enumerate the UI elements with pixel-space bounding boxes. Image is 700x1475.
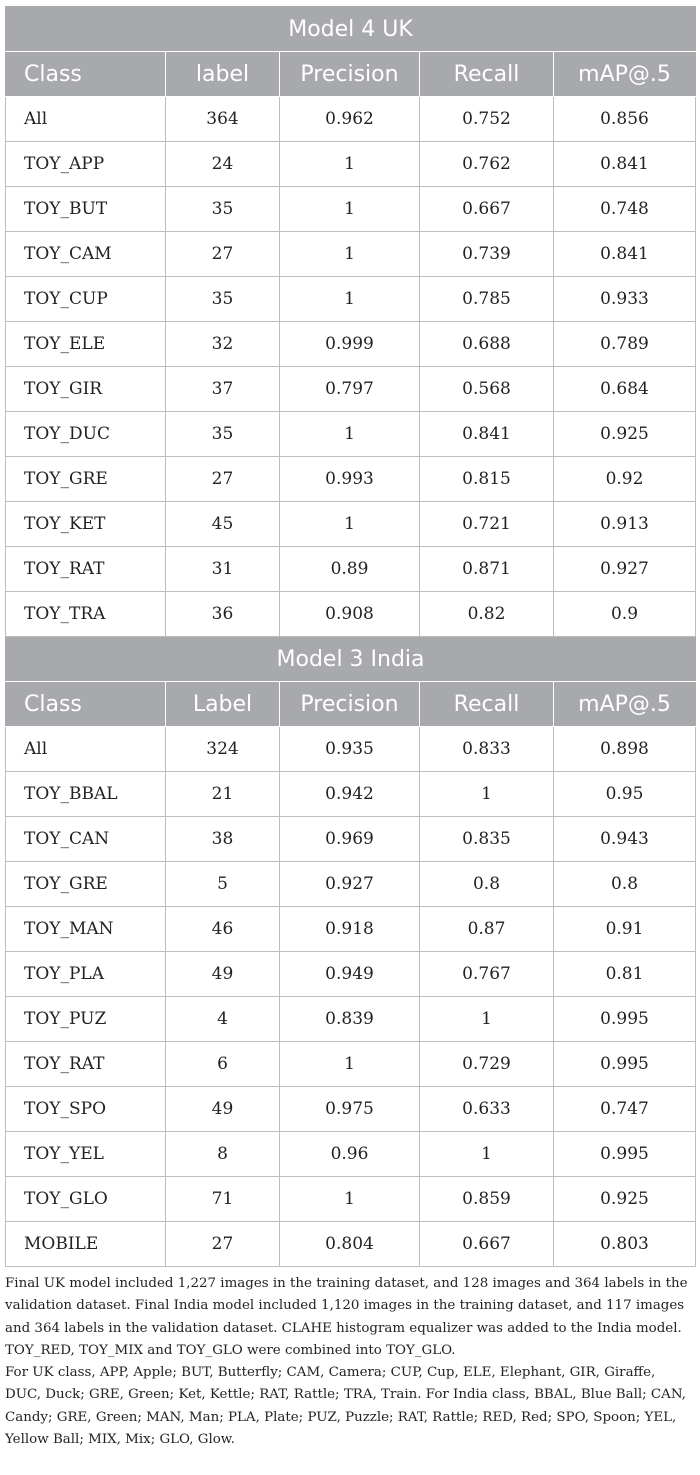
uk-cell-label: 27 [166,232,280,277]
uk-cell-label: 35 [166,277,280,322]
uk-cell-class: TOY_CUP [6,277,166,322]
uk-cell-class: TOY_RAT [6,547,166,592]
uk-table-row [6,142,696,187]
table-footnote [5,1273,695,1451]
uk-table-row [6,547,696,592]
india-cell-class: TOY_CAN [6,817,166,862]
uk-cell-precision: 0.962 [280,97,420,142]
india-cell-label: 49 [166,952,280,997]
india-header-class: Class [6,682,166,727]
uk-cell-map: 0.841 [554,232,696,277]
uk-table-row [6,277,696,322]
india-cell-recall: 0.835 [420,817,554,862]
india-cell-map: 0.943 [554,817,696,862]
uk-cell-recall: 0.739 [420,232,554,277]
uk-table-row [6,412,696,457]
uk-header-recall: Recall [420,52,554,97]
india-cell-map: 0.995 [554,997,696,1042]
uk-cell-class: TOY_CAM [6,232,166,277]
uk-cell-map: 0.925 [554,412,696,457]
india-cell-recall: 1 [420,1132,554,1177]
india-table-row [6,907,696,952]
india-section-title-row [6,637,696,682]
uk-cell-map: 0.684 [554,367,696,412]
uk-cell-label: 364 [166,97,280,142]
uk-cell-label: 36 [166,592,280,637]
uk-cell-map: 0.933 [554,277,696,322]
india-cell-map: 0.95 [554,772,696,817]
uk-cell-class: TOY_ELE [6,322,166,367]
uk-cell-map: 0.927 [554,547,696,592]
india-cell-class: MOBILE [6,1222,166,1267]
india-cell-label: 38 [166,817,280,862]
uk-section-title: Model 4 UK [6,7,696,52]
india-cell-map: 0.747 [554,1087,696,1132]
uk-header-precision: Precision [280,52,420,97]
india-cell-label: 5 [166,862,280,907]
india-cell-class: TOY_SPO [6,1087,166,1132]
uk-cell-recall: 0.721 [420,502,554,547]
uk-cell-recall: 0.568 [420,367,554,412]
uk-cell-class: TOY_TRA [6,592,166,637]
india-cell-map: 0.995 [554,1132,696,1177]
india-cell-class: TOY_PLA [6,952,166,997]
uk-cell-map: 0.913 [554,502,696,547]
india-table-row [6,862,696,907]
uk-cell-precision: 1 [280,232,420,277]
india-cell-map: 0.91 [554,907,696,952]
india-cell-recall: 1 [420,772,554,817]
uk-cell-precision: 0.993 [280,457,420,502]
uk-cell-class: TOY_GIR [6,367,166,412]
india-cell-precision: 0.969 [280,817,420,862]
uk-cell-class: TOY_GRE [6,457,166,502]
uk-cell-map: 0.789 [554,322,696,367]
uk-table-row [6,367,696,412]
india-cell-class: TOY_GLO [6,1177,166,1222]
uk-cell-label: 31 [166,547,280,592]
india-cell-precision: 0.839 [280,997,420,1042]
uk-cell-class: TOY_DUC [6,412,166,457]
india-header-label: Label [166,682,280,727]
india-cell-label: 4 [166,997,280,1042]
uk-header-row [6,52,696,97]
uk-cell-map: 0.92 [554,457,696,502]
uk-cell-precision: 0.89 [280,547,420,592]
india-cell-class: TOY_MAN [6,907,166,952]
india-cell-class: TOY_PUZ [6,997,166,1042]
uk-table-row [6,322,696,367]
uk-cell-class: TOY_APP [6,142,166,187]
uk-section-title-row [6,7,696,52]
india-header-map: mAP@.5 [554,682,696,727]
uk-cell-class: All [6,97,166,142]
india-cell-map: 0.81 [554,952,696,997]
india-cell-class: TOY_YEL [6,1132,166,1177]
india-table-row [6,952,696,997]
india-cell-precision: 0.949 [280,952,420,997]
india-cell-map: 0.925 [554,1177,696,1222]
india-cell-label: 27 [166,1222,280,1267]
uk-table-row [6,592,696,637]
india-cell-label: 8 [166,1132,280,1177]
uk-cell-label: 27 [166,457,280,502]
india-cell-label: 46 [166,907,280,952]
india-table-row [6,1087,696,1132]
uk-table-row [6,502,696,547]
uk-header-map: mAP@.5 [554,52,696,97]
uk-table-row [6,97,696,142]
uk-cell-precision: 0.908 [280,592,420,637]
india-cell-recall: 0.87 [420,907,554,952]
footnote-paragraph-abbreviations: For UK class, APP, Apple; BUT, Butterfly; CAM, Camera; CUP, Cup, ELE, Elephant, GIR, Giraffe, DUC, Duck; GRE, Green; Ket, Kettle; RAT, Rattle; TRA, Train. For India class, BBAL, Blue Ball; CAN, Candy; GRE, Green; MAN, Man; PLA, Plate; PUZ, Puzzle; RAT, Rattle; RED, Red; SPO, Spoon; YEL, Yellow Ball; MIX, Mix; GLO, Glow. [5,1365,686,1448]
india-table-row [6,772,696,817]
india-cell-precision: 0.96 [280,1132,420,1177]
india-section-title: Model 3 India [6,637,696,682]
india-header-precision: Precision [280,682,420,727]
india-cell-map: 0.898 [554,727,696,772]
uk-cell-map: 0.9 [554,592,696,637]
uk-cell-recall: 0.762 [420,142,554,187]
india-cell-recall: 0.859 [420,1177,554,1222]
india-cell-precision: 0.918 [280,907,420,952]
uk-header-label: label [166,52,280,97]
india-cell-recall: 0.833 [420,727,554,772]
uk-cell-label: 37 [166,367,280,412]
uk-cell-precision: 1 [280,502,420,547]
india-cell-map: 0.8 [554,862,696,907]
uk-header-class: Class [6,52,166,97]
uk-cell-label: 24 [166,142,280,187]
india-cell-label: 49 [166,1087,280,1132]
india-table-row [6,1177,696,1222]
india-cell-recall: 0.667 [420,1222,554,1267]
india-cell-recall: 0.729 [420,1042,554,1087]
india-cell-recall: 0.8 [420,862,554,907]
uk-cell-class: TOY_BUT [6,187,166,232]
uk-cell-class: TOY_KET [6,502,166,547]
uk-cell-map: 0.748 [554,187,696,232]
india-cell-precision: 0.804 [280,1222,420,1267]
india-cell-precision: 0.942 [280,772,420,817]
uk-cell-label: 32 [166,322,280,367]
india-cell-label: 6 [166,1042,280,1087]
uk-cell-recall: 0.785 [420,277,554,322]
uk-cell-label: 35 [166,412,280,457]
uk-cell-label: 45 [166,502,280,547]
uk-table-row [6,232,696,277]
india-table-row [6,997,696,1042]
uk-cell-precision: 0.797 [280,367,420,412]
india-cell-precision: 0.975 [280,1087,420,1132]
uk-cell-recall: 0.841 [420,412,554,457]
india-header-recall: Recall [420,682,554,727]
india-cell-precision: 1 [280,1042,420,1087]
india-header-row [6,682,696,727]
results-page [5,6,695,1451]
uk-cell-recall: 0.815 [420,457,554,502]
model-results-table [5,6,696,1267]
india-cell-label: 324 [166,727,280,772]
india-cell-map: 0.995 [554,1042,696,1087]
uk-cell-recall: 0.688 [420,322,554,367]
uk-cell-precision: 1 [280,412,420,457]
india-cell-recall: 0.633 [420,1087,554,1132]
uk-cell-precision: 1 [280,277,420,322]
india-cell-precision: 1 [280,1177,420,1222]
india-cell-map: 0.803 [554,1222,696,1267]
india-cell-class: TOY_RAT [6,1042,166,1087]
uk-cell-precision: 1 [280,142,420,187]
uk-table-row [6,457,696,502]
uk-cell-recall: 0.752 [420,97,554,142]
india-cell-label: 21 [166,772,280,817]
india-cell-recall: 1 [420,997,554,1042]
india-table-row [6,1132,696,1177]
india-cell-precision: 0.935 [280,727,420,772]
uk-cell-map: 0.841 [554,142,696,187]
india-cell-class: TOY_GRE [6,862,166,907]
uk-table-row [6,187,696,232]
uk-cell-recall: 0.82 [420,592,554,637]
india-cell-class: TOY_BBAL [6,772,166,817]
uk-cell-recall: 0.667 [420,187,554,232]
india-table-row [6,1042,696,1087]
model-results-body [6,7,696,1267]
uk-cell-precision: 0.999 [280,322,420,367]
india-cell-precision: 0.927 [280,862,420,907]
india-cell-class: All [6,727,166,772]
india-cell-recall: 0.767 [420,952,554,997]
uk-cell-map: 0.856 [554,97,696,142]
uk-cell-label: 35 [166,187,280,232]
india-cell-label: 71 [166,1177,280,1222]
india-table-row [6,817,696,862]
footnote-paragraph-datasets: Final UK model included 1,227 images in the training dataset, and 128 images and 364 labels in the validation dataset. Final India model included 1,120 images in the training dataset, and 117 images and 364 labels in the validation dataset. CLAHE histogram equalizer was added to the India model. TOY_RED, TOY_MIX and TOY_GLO were combined into TOY_GLO. [5,1276,688,1358]
india-table-row [6,1222,696,1267]
uk-cell-recall: 0.871 [420,547,554,592]
india-table-row [6,727,696,772]
uk-cell-precision: 1 [280,187,420,232]
